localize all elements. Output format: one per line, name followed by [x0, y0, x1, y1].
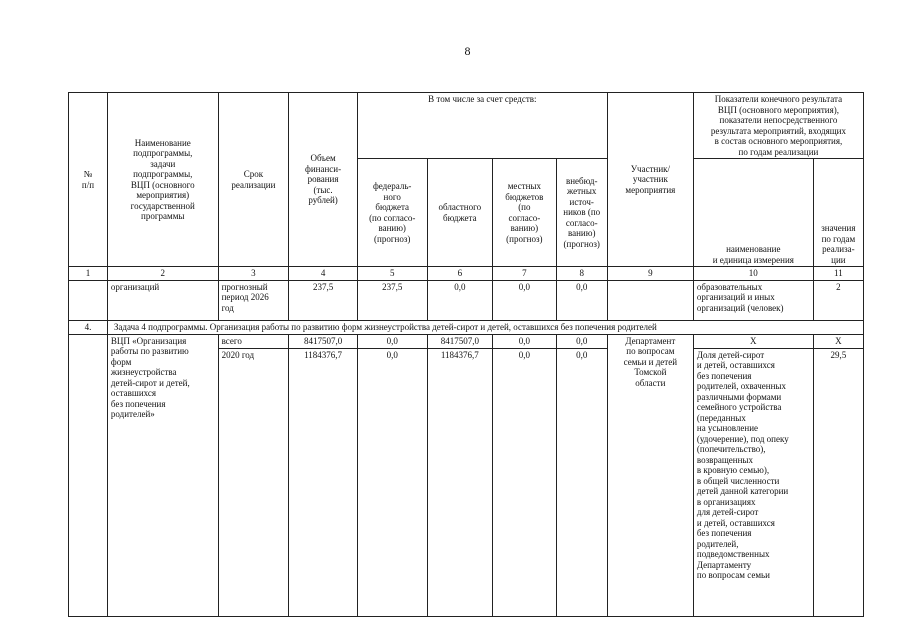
vcp-total-extra: 0,0 — [556, 334, 607, 348]
task-title: Задача 4 подпрограммы. Организация работы по развитию форм жизнеустройства детей-сирот и детей, оставшихся без попечения родителей — [107, 320, 863, 334]
header-local: местных бюджетов (по согласо- ванию) (прогноз) — [493, 159, 557, 267]
vcp-2020-indicator: Доля детей-сирот и детей, оставшихся без попечения родителей, охваченных различными формами семейного устройства (переданных на усыновление (удочерение), под опеку (попечительство), возвращенных в кровную семью), в общей численности детей данной категории в организациях для детей-сирот и детей, оставшихся без попечения родителей, подведомственных Департаменту по вопросам семьи — [693, 348, 813, 616]
vcp-name-cell: ВЦП «Организация работы по развитию форм жизнеустройства детей-сирот и детей, оставшихся без попечения родителей» — [107, 334, 218, 616]
row-extra-cell: 0,0 — [556, 280, 607, 320]
task-number: 4. — [69, 320, 108, 334]
task-row — [69, 320, 864, 334]
vcp-total-indicator: Х — [693, 334, 813, 348]
column-number: 2 — [107, 267, 218, 281]
column-number: 9 — [607, 267, 693, 281]
row-name-cell: организаций — [107, 280, 218, 320]
vcp-total-period: всего — [218, 334, 289, 348]
row-federal-cell: 237,5 — [357, 280, 427, 320]
column-number: 3 — [218, 267, 289, 281]
program-table — [68, 92, 864, 617]
table-row — [69, 280, 864, 320]
header-name: Наименование подпрограммы, задачи подпрограммы, ВЦП (основного мероприятия) государственной программы — [107, 93, 218, 267]
column-number: 11 — [813, 267, 863, 281]
row-local-cell: 0,0 — [493, 280, 557, 320]
row-number-cell — [69, 280, 108, 320]
vcp-total-regional: 8417507,0 — [427, 334, 493, 348]
column-number-row — [69, 267, 864, 281]
header-indicators-group — [693, 93, 863, 159]
column-number: 8 — [556, 267, 607, 281]
header-period: Срок реализации — [218, 93, 289, 267]
header-participant: Участник/ участник мероприятия — [607, 93, 693, 267]
column-number: 6 — [427, 267, 493, 281]
column-number: 10 — [693, 267, 813, 281]
column-number: 4 — [289, 267, 358, 281]
vcp-total-federal: 0,0 — [357, 334, 427, 348]
header-regional: областного бюджета — [427, 159, 493, 267]
row-indicator-cell: образовательных организаций и иных организаций (человек) — [693, 280, 813, 320]
column-number: 7 — [493, 267, 557, 281]
vcp-total-value: Х — [813, 334, 863, 348]
row-period-cell: прогнозный период 2026 год — [218, 280, 289, 320]
vcp-2020-federal: 0,0 — [357, 348, 427, 616]
table-row — [69, 334, 864, 348]
header-volume: Объем финанси- рования (тыс. рублей) — [289, 93, 358, 267]
header-funds-group: В том числе за счет средств: — [357, 93, 607, 159]
header-indicators-text: Показатели конечного результата ВЦП (основного мероприятия), показатели непосредственного результата мероприятий, входящих в состав основного мероприятия, по годам реализации — [710, 94, 846, 157]
vcp-total-local: 0,0 — [493, 334, 557, 348]
header-number: № п/п — [69, 93, 108, 267]
header-indicator-name: наименование и единица измерения — [693, 159, 813, 267]
row-value-cell: 2 — [813, 280, 863, 320]
vcp-2020-value: 29,5 — [813, 348, 863, 616]
vcp-number-cell — [69, 334, 108, 616]
header-extra: внебюд- жетных источ- ников (по согласо- ванию) (прогноз) — [556, 159, 607, 267]
vcp-2020-local: 0,0 — [493, 348, 557, 616]
row-volume-cell: 237,5 — [289, 280, 358, 320]
vcp-2020-volume: 1184376,7 — [289, 348, 358, 616]
vcp-2020-regional: 1184376,7 — [427, 348, 493, 616]
vcp-participant-cell: Департамент по вопросам семьи и детей Томской области — [607, 334, 693, 616]
page-number: 8 — [464, 44, 471, 58]
header-indicator-values: значения по годам реализа- ции — [813, 159, 863, 267]
column-number: 1 — [69, 267, 108, 281]
vcp-total-volume: 8417507,0 — [289, 334, 358, 348]
row-participant-cell — [607, 280, 693, 320]
vcp-2020-period: 2020 год — [218, 348, 289, 616]
row-regional-cell: 0,0 — [427, 280, 493, 320]
column-number: 5 — [357, 267, 427, 281]
header-federal: федераль- ного бюджета (по согласо- ванию) (прогноз) — [357, 159, 427, 267]
vcp-2020-extra: 0,0 — [556, 348, 607, 616]
